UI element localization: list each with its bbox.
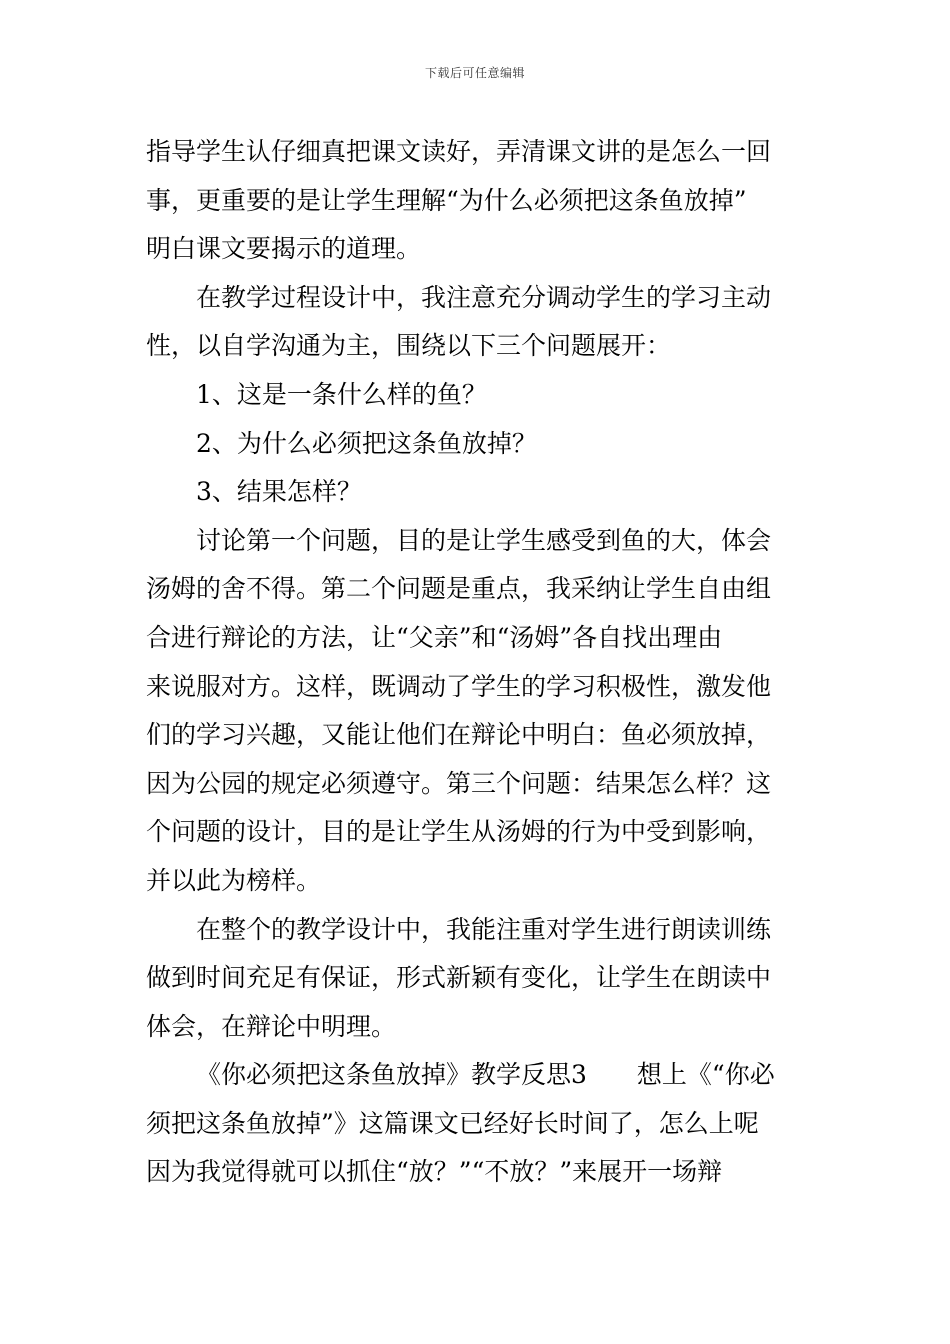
text-line: 须把这条鱼放掉”》这篇课文已经好长时间了，怎么上呢 [146,1108,759,1138]
text-line: 《你必须把这条鱼放掉》教学反思3 想上《“你必 [196,1060,775,1090]
text-line: 事，更重要的是让学生理解“为什么必须把这条鱼放掉” [146,185,747,215]
page-header: 下载后可任意编辑 [424,66,525,80]
text-line: 性，以自学沟通为主，围绕以下三个问题展开： [146,331,672,361]
text-line: 1、这是一条什么样的鱼？ [196,379,487,409]
text-line: 并以此为榜样。 [146,865,322,895]
text-line: 3、结果怎样？ [196,477,362,507]
text-line: 在教学过程设计中，我注意充分调动学生的学习主动 [196,282,772,312]
text-line: 2、为什么必须把这条鱼放掉？ [196,428,537,458]
text-line: 讨论第一个问题，目的是让学生感受到鱼的大，体会 [196,525,772,555]
text-line: 合进行辩论的方法，让“父亲”和“汤姆”各自找出理由 [146,622,723,652]
text-line: 们的学习兴趣，又能让他们在辩论中明白：鱼必须放掉， [146,720,772,750]
text-line: 来说服对方。这样，既调动了学生的学习积极性，激发他 [146,671,772,701]
text-line: 做到时间充足有保证，形式新颖有变化，让学生在朗读中 [146,963,772,993]
text-line: 因为公园的规定必须遵守。第三个问题：结果怎么样？这 [146,768,772,798]
text-line: 个问题的设计，目的是让学生从汤姆的行为中受到影响， [146,817,772,847]
text-line: 指导学生认仔细真把课文读好，弄清课文讲的是怎么一回 [146,137,772,166]
text-line: 体会，在辩论中明理。 [146,1011,397,1041]
text-line: 明白课文要揭示的道理。 [146,234,422,264]
text-line: 因为我觉得就可以抓住“放？”“不放？”来展开一场辩 [146,1157,723,1187]
text-line: 汤姆的舍不得。第二个问题是重点，我采纳让学生自由组 [146,574,772,604]
document-body [146,128,808,1197]
text-line: 在整个的教学设计中，我能注重对学生进行朗读训练 [196,914,772,944]
